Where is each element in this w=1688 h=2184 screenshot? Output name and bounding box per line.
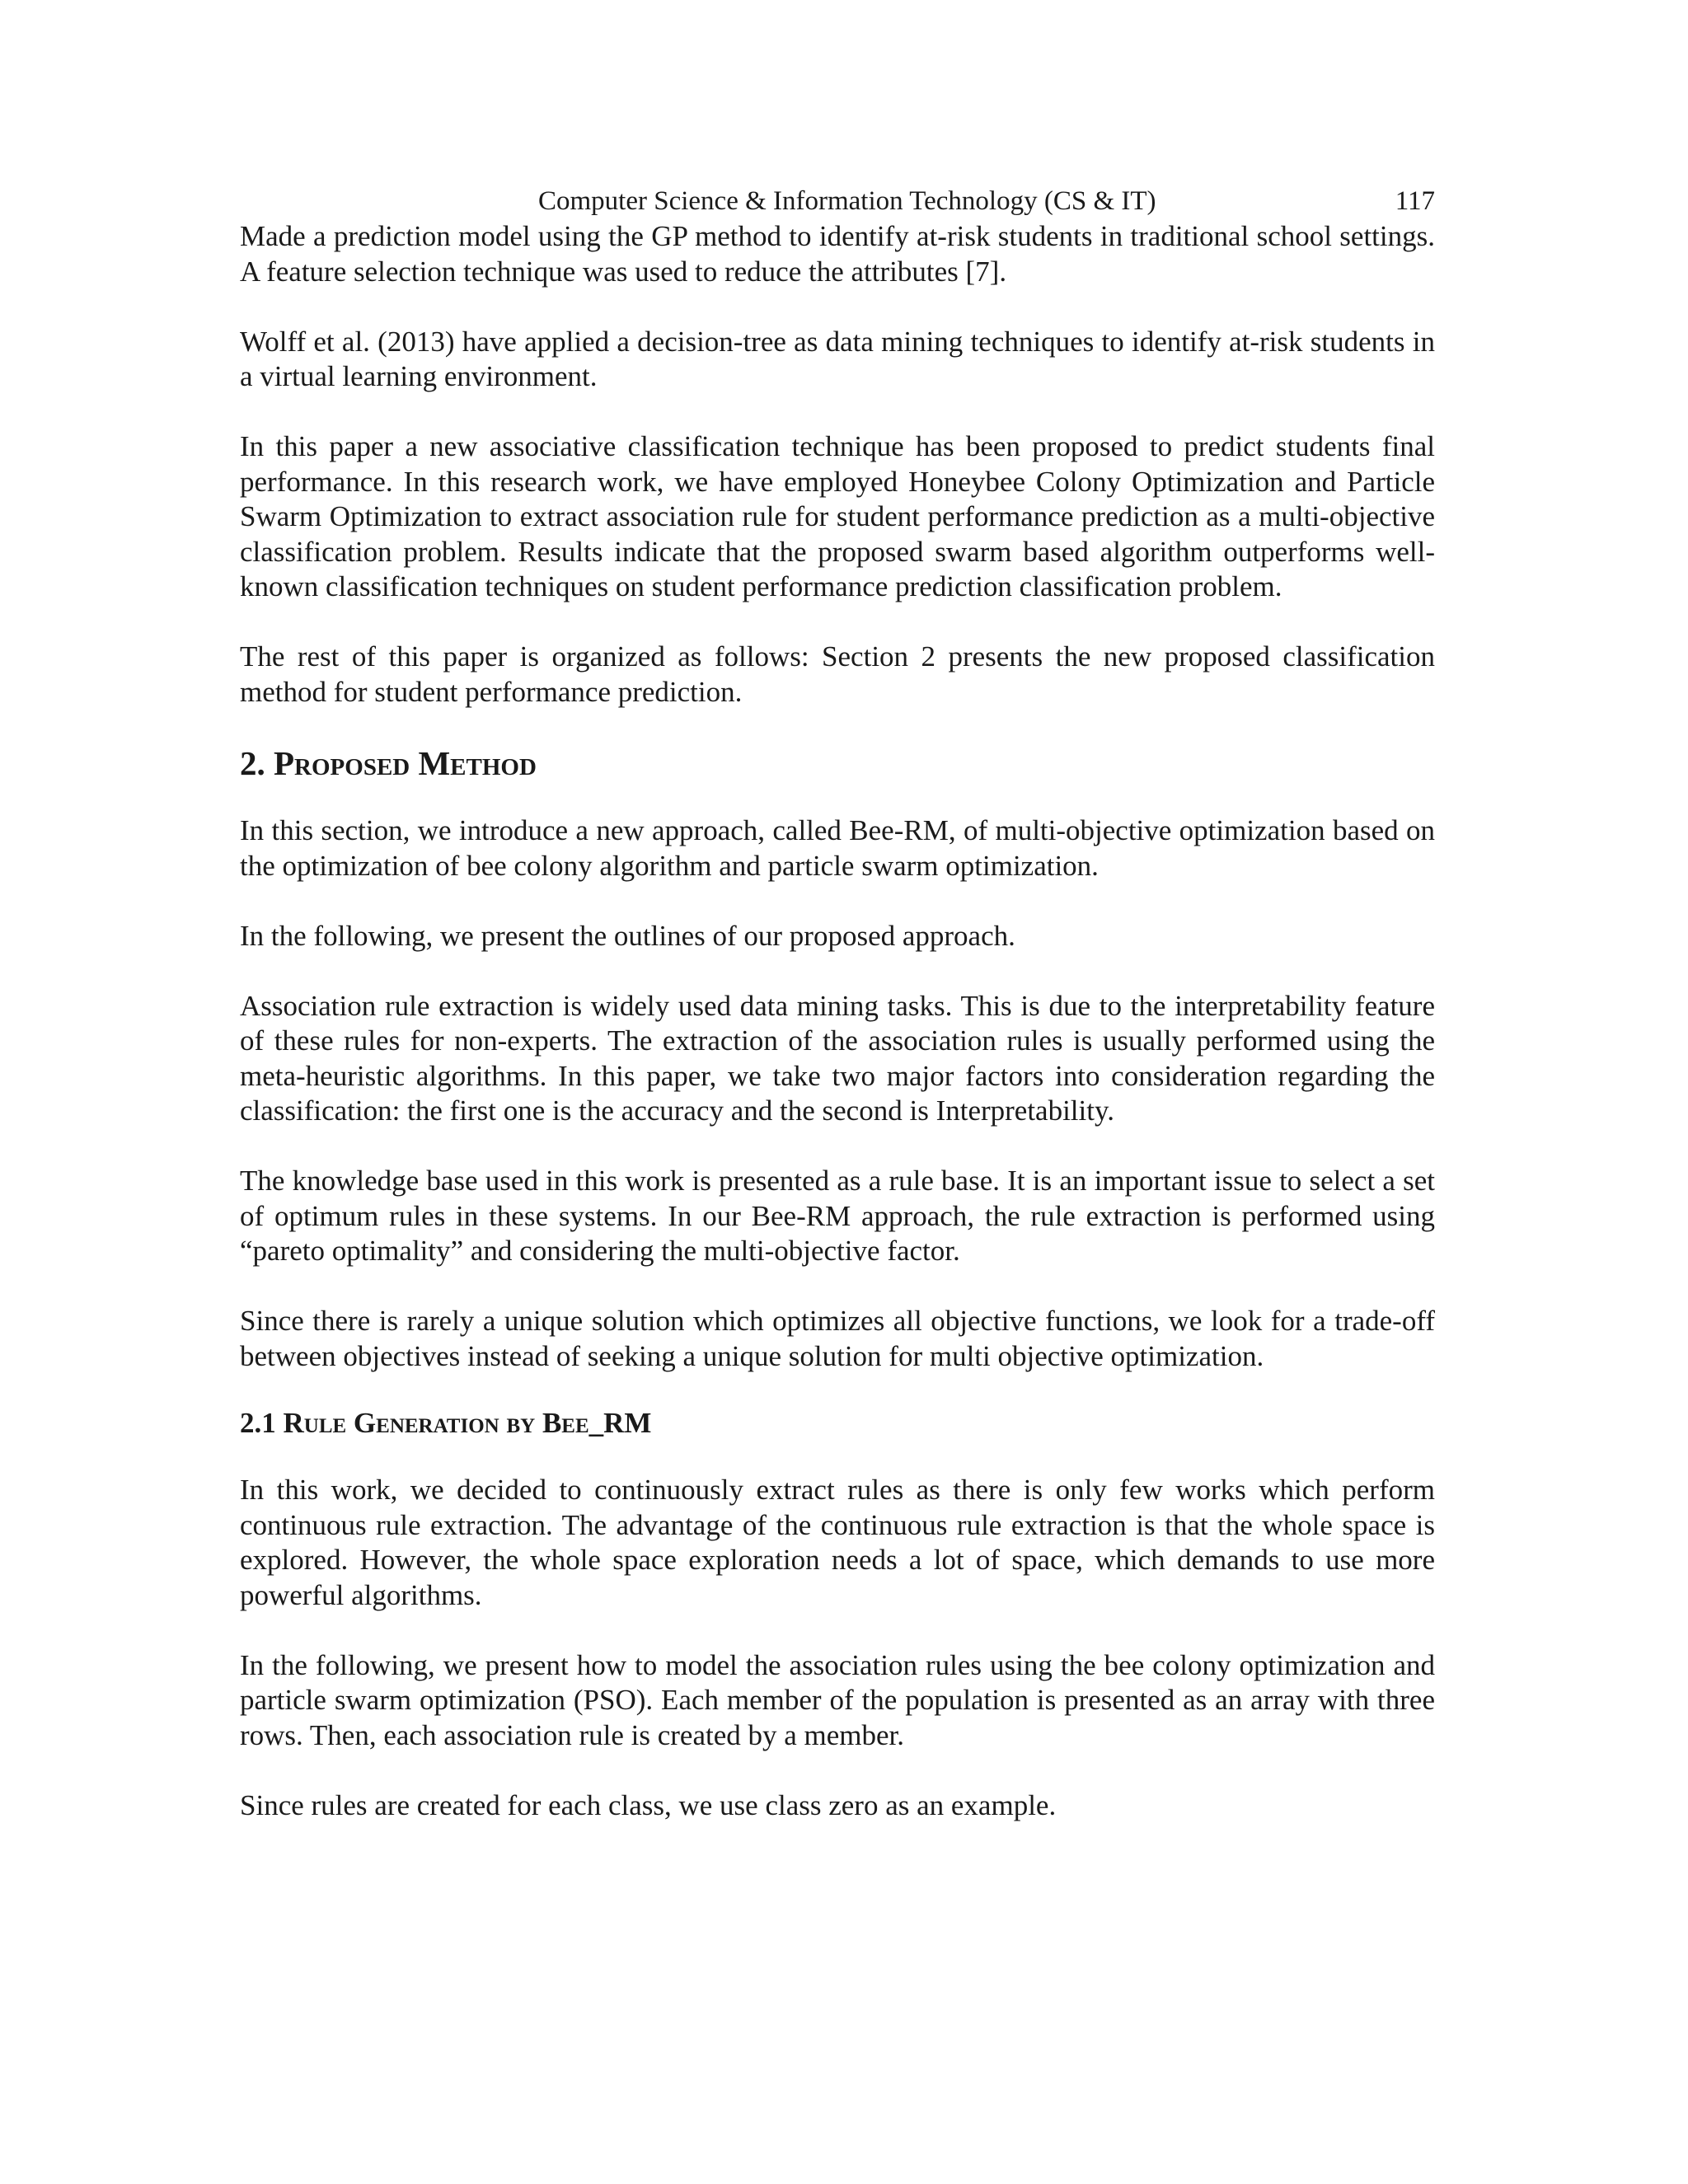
- running-header: [240, 183, 1435, 219]
- page-number: 117: [1395, 186, 1435, 216]
- paragraph-prediction-model: Made a prediction model using the GP method to identify at-risk students in traditional school settings. A feature selection technique was used to reduce the attributes [7].: [240, 220, 1435, 288]
- paper-page: [240, 183, 1435, 1823]
- paragraph-modeling: In the following, we present how to model the association rules using the bee colony optimization and particle swarm optimization (PSO). Each member of the population is presented as an array with three rows. Then, each association rule is created by a member.: [240, 1648, 1435, 1751]
- section-heading-proposed-method: 2. Proposed Method: [240, 744, 537, 782]
- paragraph-outline: In the following, we present the outlines of our proposed approach.: [240, 919, 1015, 952]
- paragraph-wolff: Wolff et al. (2013) have applied a decision-tree as data mining techniques to identify at-risk students in a virtual learning environment.: [240, 325, 1435, 392]
- paragraph-class-zero: Since rules are created for each class, we use class zero as an example.: [240, 1788, 1057, 1821]
- paragraph-bee-rm-intro: In this section, we introduce a new approach, called Bee-RM, of multi-objective optimization based on the optimization of bee colony algorithm and particle swarm optimization.: [240, 814, 1435, 882]
- paragraph-continuous-extraction: In this work, we decided to continuously extract rules as there is only few works which perform continuous rule extraction. The advantage of the continuous rule extraction is that the whole space is explored. However, the whole space exploration needs a lot of space, which demands to use more powerful algorithms.: [240, 1474, 1435, 1611]
- paragraph-trade-off: Since there is rarely a unique solution which optimizes all objective functions, we look for a trade-off between objectives instead of seeking a unique solution for multi objective optimization.: [240, 1305, 1435, 1372]
- journal-title: Computer Science & Information Technology (CS & IT): [538, 186, 1156, 216]
- paragraph-association-rules: Association rule extraction is widely used data mining tasks. This is due to the interpretability feature of these rules for non-experts. The extraction of the association rules is usually performed using the meta-heuristic algorithms. In this paper, we take two major factors into consideration regarding the classification: the first one is the accuracy and the second is Interpretability.: [240, 989, 1435, 1127]
- paragraph-organization: The rest of this paper is organized as follows: Section 2 presents the new proposed classification method for student performance prediction.: [240, 640, 1435, 708]
- subsection-heading-rule-generation: 2.1 Rule Generation by Bee_RM: [240, 1407, 652, 1439]
- paragraph-contribution: In this paper a new associative classification technique has been proposed to predict students final performance. In this research work, we have employed Honeybee Colony Optimization and Particle Swarm Optimization to extract association rule for student performance prediction as a multi-objective classification problem. Results indicate that the proposed swarm based algorithm outperforms well-known classification techniques on student performance prediction classification problem.: [240, 430, 1435, 602]
- paragraph-knowledge-base: The knowledge base used in this work is presented as a rule base. It is an important issue to select a set of optimum rules in these systems. In our Bee-RM approach, the rule extraction is performed using “pareto optimality” and considering the multi-objective factor.: [240, 1165, 1435, 1267]
